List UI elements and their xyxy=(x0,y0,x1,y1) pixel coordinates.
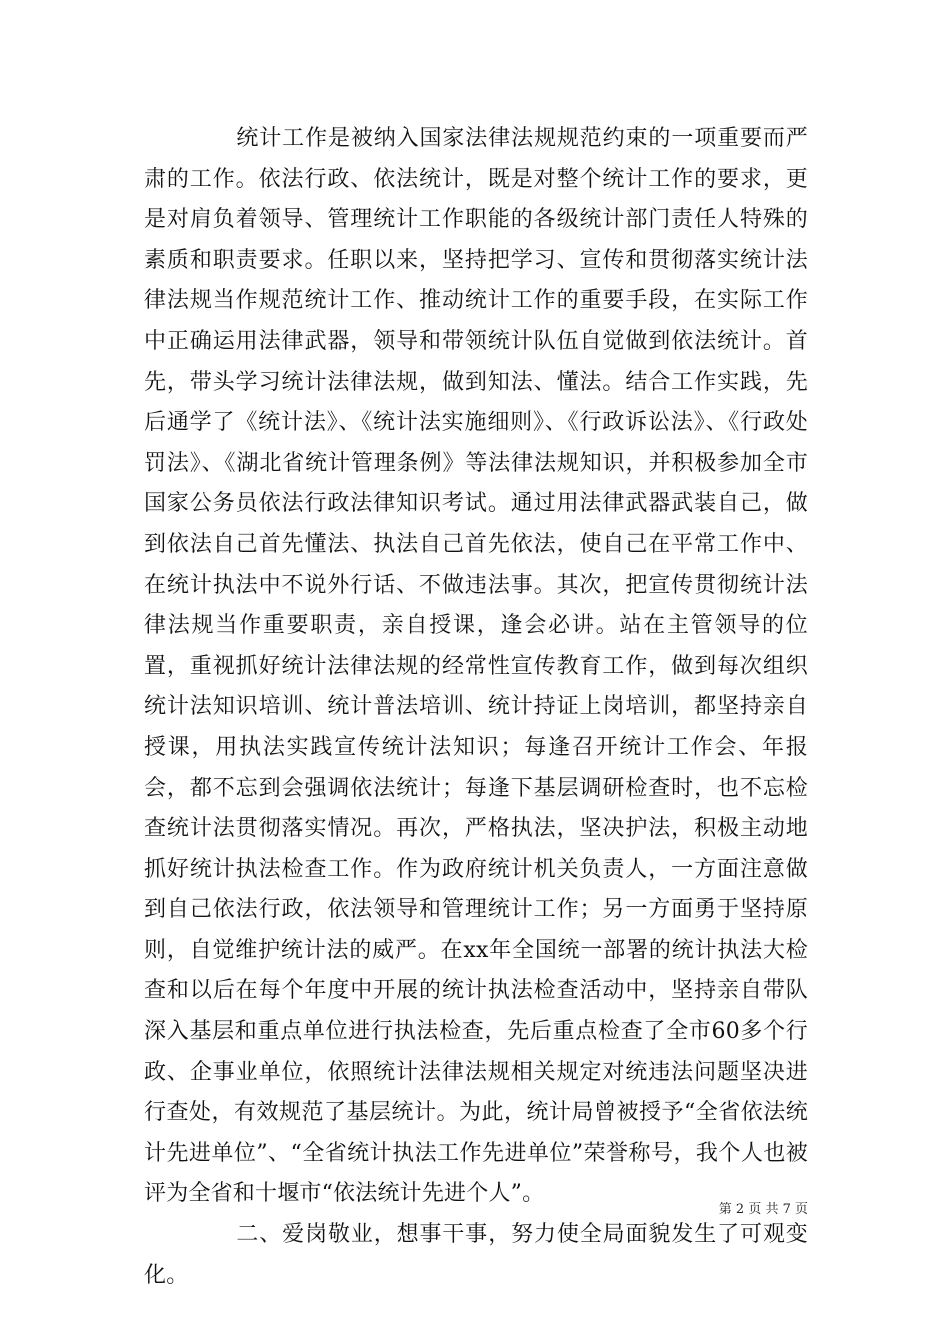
body-paragraph-1: 统计工作是被纳入国家法律法规规范约束的一项重要而严肃的工作。依法行政、依法统计，既是对整个统计工作的要求，更是对肩负着领导、管理统计工作职能的各级统计部门责任人特殊的素质和职责要求。任职以来，坚持把学习、宣传和贯彻落实统计法律法规当作规范统计工作、推动统计工作的重要手段，在实际工作中正确运用法律武器，领导和带领统计队伍自觉做到依法统计。首先，带头学习统计法律法规，做到知法、懂法。结合工作实践，先后通学了《统计法》、《统计法实施细则》、《行政诉讼法》、《行政处罚法》、《湖北省统计管理条例》等法律法规知识，并积极参加全市国家公务员依法行政法律知识考试。通过用法律武器武装自己，做到依法自己首先懂法、执法自己首先依法，使自己在平常工作中、在统计执法中不说外行话、不做违法事。其次，把宣传贯彻统计法律法规当作重要职责，亲自授课，逢会必讲。站在主管领导的位置，重视抓好统计法律法规的经常性宣传教育工作，做到每次组织统计法知识培训、统计普法培训、统计持证上岗培训，都坚持亲自授课，用执法实践宣传统计法知识；每逢召开统计工作会、年报会，都不忘到会强调依法统计；每逢下基层调研检查时，也不忘检查统计法贯彻落实情况。再次，严格执法，坚决护法，积极主动地抓好统计执法检查工作。作为政府统计机关负责人，一方面注意做到自己依法行政，依法领导和管理统计工作；另一方面勇于坚持原则，自觉维护统计法的威严。在xx年全国统一部署的统计执法大检查和以后在每个年度中开展的统计执法检查活动中，坚持亲自带队深入基层和重点单位进行执法检查，先后重点检查了全市60多个行政、企事业单位，依照统计法律法规相关规定对统违法问题坚决进行查处，有效规范了基层统计。为此，统计局曾被授予“全省依法统计先进单位”、“全省统计执法工作先进单位”荣誉称号，我个人也被评为全省和十堰市“依法统计先进个人”。 xyxy=(144,126,808,1207)
page-number-footer: 第 2 页 共 7 页 xyxy=(718,1202,808,1217)
document-body xyxy=(144,119,808,1296)
body-paragraph-2: 二、爱岗敬业，想事干事，努力使全局面貌发生了可观变化。 xyxy=(144,1222,808,1288)
